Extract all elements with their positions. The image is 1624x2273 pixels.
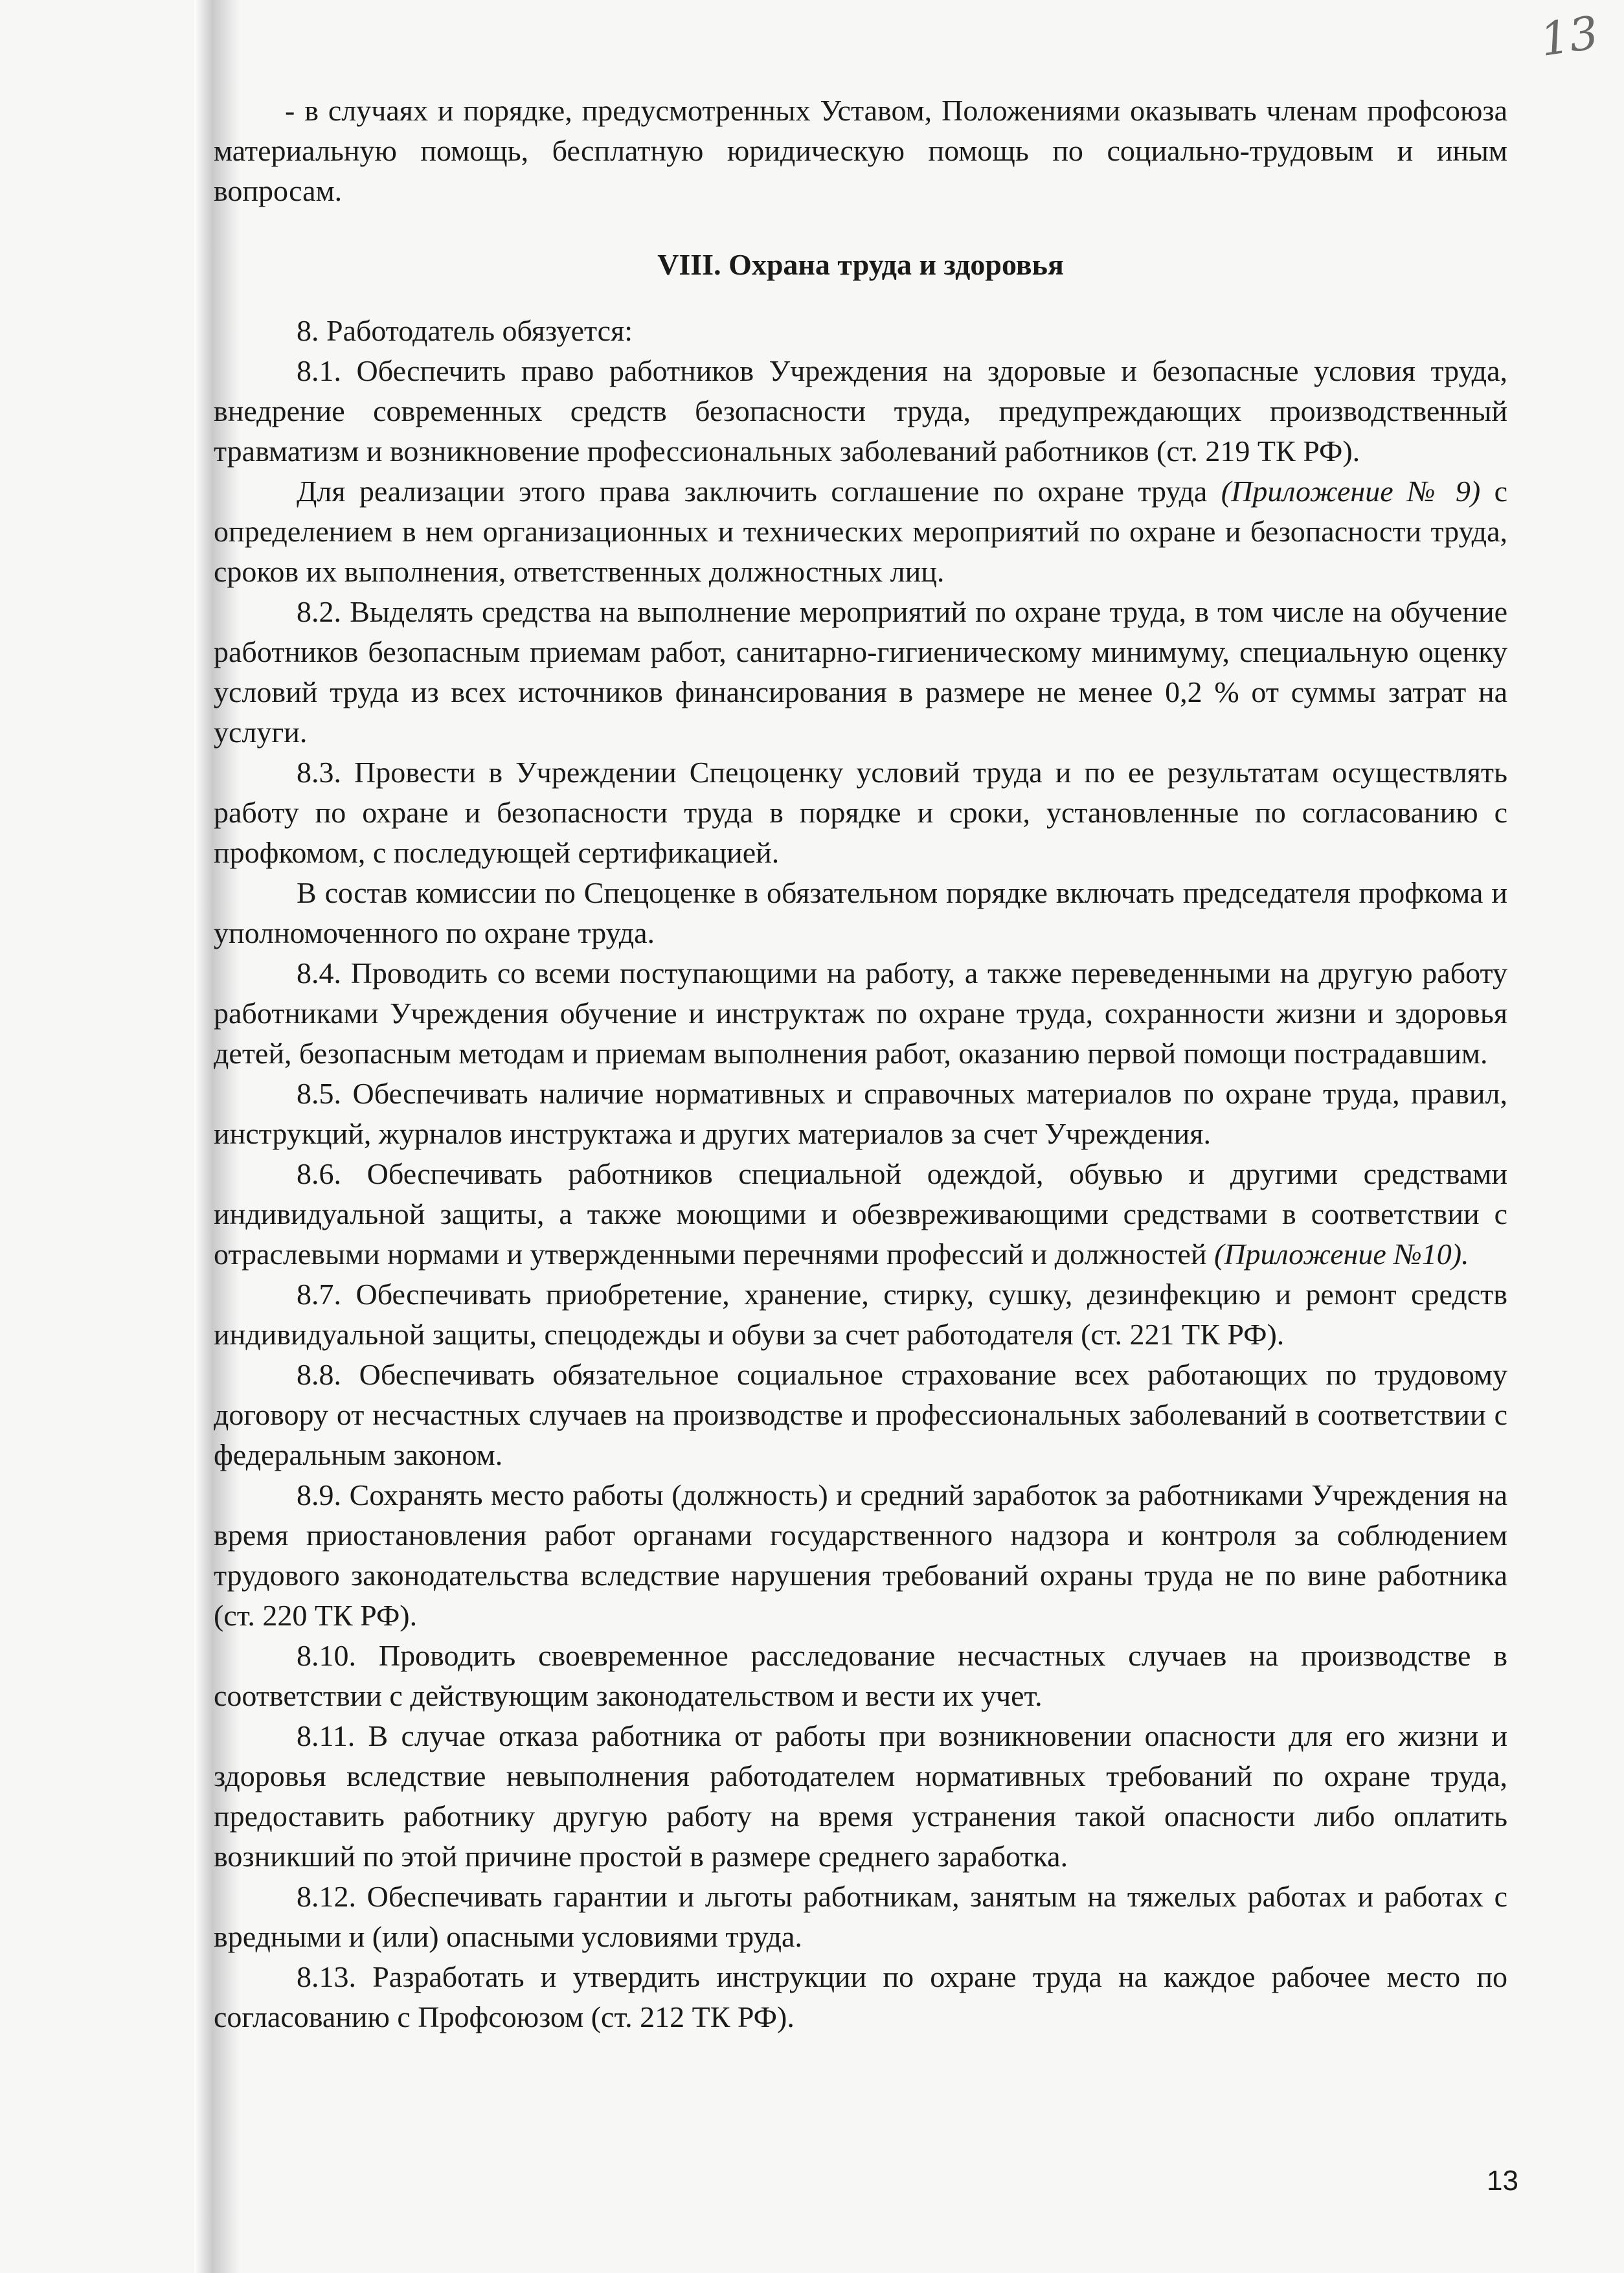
document-body: [214, 91, 1507, 2037]
paragraph-8-12: 8.12. Обеспечивать гарантии и льготы работникам, занятым на тяжелых работах и работах с вредными и (или) опасными условиями труда.: [214, 1880, 1507, 1953]
paragraph-8-1: 8.1. Обеспечить право работников Учреждения на здоровые и безопасные условия труда, внедрение современных средств безопасности труда, предупреждающих производственный травматизм и возникновение профессиональных заболеваний работников (ст. 219 ТК РФ).: [214, 354, 1507, 468]
paragraph-8-10: 8.10. Проводить своевременное расследование несчастных случаев на производстве в соответствии с действующим законодательством и вести их учет.: [214, 1639, 1507, 1712]
paragraph-8-8: 8.8. Обеспечивать обязательное социальное страхование всех работающих по трудовому договору от несчастных случаев на производстве и профессиональных заболеваний в соответствии с федеральным законом.: [214, 1358, 1507, 1471]
paragraph-8: 8. Работодатель обязуется:: [297, 314, 633, 347]
page-number: 13: [1487, 2165, 1518, 2197]
intro-paragraph: - в случаях и порядке, предусмотренных Уставом, Положениями оказывать членам профсоюза материальную помощь, бесплатную юридическую помощь по социально-трудовым и иным вопросам.: [214, 94, 1507, 207]
appendix-reference: (Приложение №10).: [1214, 1238, 1469, 1271]
appendix-reference: (Приложение № 9): [1221, 475, 1481, 508]
paragraph-8-4: 8.4. Проводить со всеми поступающими на работу, а также переведенными на другую работу работниками Учреждения обучение и инструктаж по охране труда, сохранности жизни и здоровья детей, безопасным методам и приемам выполнения работ, оказанию первой помощи пострадавшим.: [214, 956, 1507, 1070]
handwritten-page-mark: 13: [1537, 6, 1602, 67]
paragraph-8-13: 8.13. Разработать и утвердить инструкции по охране труда на каждое рабочее место по согласованию с Профсоюзом (ст. 212 ТК РФ).: [214, 1960, 1507, 2033]
paragraph-8-7: 8.7. Обеспечивать приобретение, хранение, стирку, сушку, дезинфекцию и ремонт средств индивидуальной защиты, спецодежды и обуви за счет работодателя (ст. 221 ТК РФ).: [214, 1278, 1507, 1351]
paragraph-8-5: 8.5. Обеспечивать наличие нормативных и справочных материалов по охране труда, правил, инструкций, журналов инструктажа и других материалов за счет Учреждения.: [214, 1077, 1507, 1150]
paragraph-text: с определением в нем организационных и технических мероприятий по охране и безопасности труда, сроков их выполнения, ответственных должностных лиц.: [214, 475, 1507, 588]
paragraph-8-6: [214, 1154, 1507, 1274]
paragraph-8-2: 8.2. Выделять средства на выполнение мероприятий по охране труда, в том числе на обучение работников безопасным приемам работ, санитарно-гигиеническому минимуму, специальную оценку условий труда из всех источников финансирования в размере не менее 0,2 % от суммы затрат на услуги.: [214, 595, 1507, 749]
paragraph-agreement: [214, 471, 1507, 592]
paragraph-text: 8.6. Обеспечивать работников специальной одеждой, обувью и другими средствами индивидуальной защиты, а также моющими и обезвреживающими средствами в соответствии с отраслевыми нормами и утвержденными перечнями профессий и должностей: [214, 1157, 1507, 1271]
paragraph-8-3: 8.3. Провести в Учреждении Спецоценку условий труда и по ее результатам осуществлять работу по охране и безопасности труда в порядке и сроки, установленные по согласованию с профкомом, с последующей сертификацией.: [214, 756, 1507, 869]
paragraph-8-11: 8.11. В случае отказа работника от работы при возникновении опасности для его жизни и здоровья вследствие невыполнения работодателем нормативных требований по охране труда, предоставить работнику другую работу на время устранения такой опасности либо оплатить возникший по этой причине простой в размере среднего заработка.: [214, 1719, 1507, 1873]
section-title: VIII. Охрана труда и здоровья: [657, 248, 1064, 281]
paragraph-8-9: 8.9. Сохранять место работы (должность) и средний заработок за работниками Учреждения на время приостановления работ органами государственного надзора и контроля за соблюдением трудового законодательства вследствие нарушения требований охраны труда не по вине работника (ст. 220 ТК РФ).: [214, 1478, 1507, 1632]
paragraph-text: Для реализации этого права заключить соглашение по охране труда: [297, 475, 1221, 508]
paragraph-commission: В состав комиссии по Спецоценке в обязательном порядке включать председателя профкома и уполномоченного по охране труда.: [214, 876, 1507, 949]
